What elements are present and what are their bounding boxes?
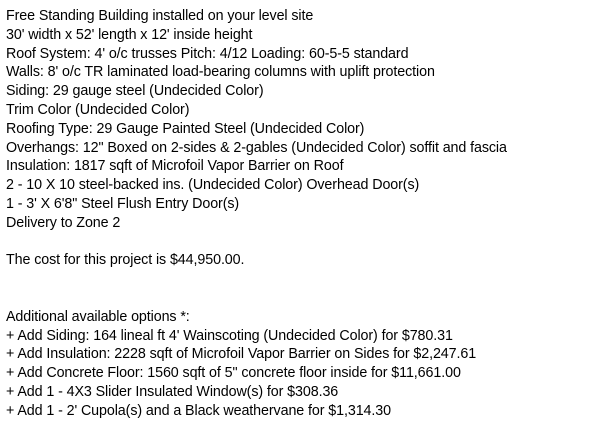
spec-line-dimensions: 30' width x 52' length x 12' inside height — [6, 26, 253, 43]
spec-line-overhead-doors: 2 - 10 X 10 steel-backed ins. (Undecided Color) Overhead Door(s) — [6, 177, 420, 194]
spec-line-delivery: Delivery to Zone 2 — [6, 214, 121, 231]
options-heading: Additional available options *: — [6, 308, 190, 325]
option-cupola: + Add 1 - 2' Cupola(s) and a Black weathervane for $1,314.30 — [6, 402, 391, 419]
spec-line-roof-system: Roof System: 4' o/c trusses Pitch: 4/12 Loading: 60-5-5 standard — [6, 45, 409, 62]
option-insulation: + Add Insulation: 2228 sqft of Microfoil Vapor Barrier on Sides for $2,247.61 — [6, 346, 477, 363]
spec-line-trim-color: Trim Color (Undecided Color) — [6, 101, 190, 118]
spec-line-insulation: Insulation: 1817 sqft of Microfoil Vapor Barrier on Roof — [6, 158, 344, 175]
spec-line-roofing-type: Roofing Type: 29 Gauge Painted Steel (Undecided Color) — [6, 120, 365, 137]
spec-line-building-type: Free Standing Building installed on your level site — [6, 8, 314, 24]
option-window: + Add 1 - 4X3 Slider Insulated Window(s) for $308.36 — [6, 383, 339, 400]
quote-document — [6, 7, 590, 421]
building-specs — [6, 7, 590, 233]
option-siding: + Add Siding: 164 lineal ft 4' Wainscoting (Undecided Color) for $780.31 — [6, 327, 453, 344]
spacer — [6, 233, 590, 252]
spec-line-overhangs: Overhangs: 12" Boxed on 2-sides & 2-gables (Undecided Color) soffit and fascia — [6, 139, 507, 156]
cost-statement: The cost for this project is $44,950.00. — [6, 252, 245, 269]
spec-line-entry-doors: 1 - 3' X 6'8" Steel Flush Entry Door(s) — [6, 195, 240, 212]
spec-line-siding: Siding: 29 gauge steel (Undecided Color) — [6, 83, 264, 100]
spec-line-walls: Walls: 8' o/c TR laminated load-bearing columns with uplift protection — [6, 64, 435, 81]
spacer — [6, 270, 590, 308]
option-concrete-floor: + Add Concrete Floor: 1560 sqft of 5" concrete floor inside for $11,661.00 — [6, 365, 461, 382]
options-list — [6, 327, 590, 421]
